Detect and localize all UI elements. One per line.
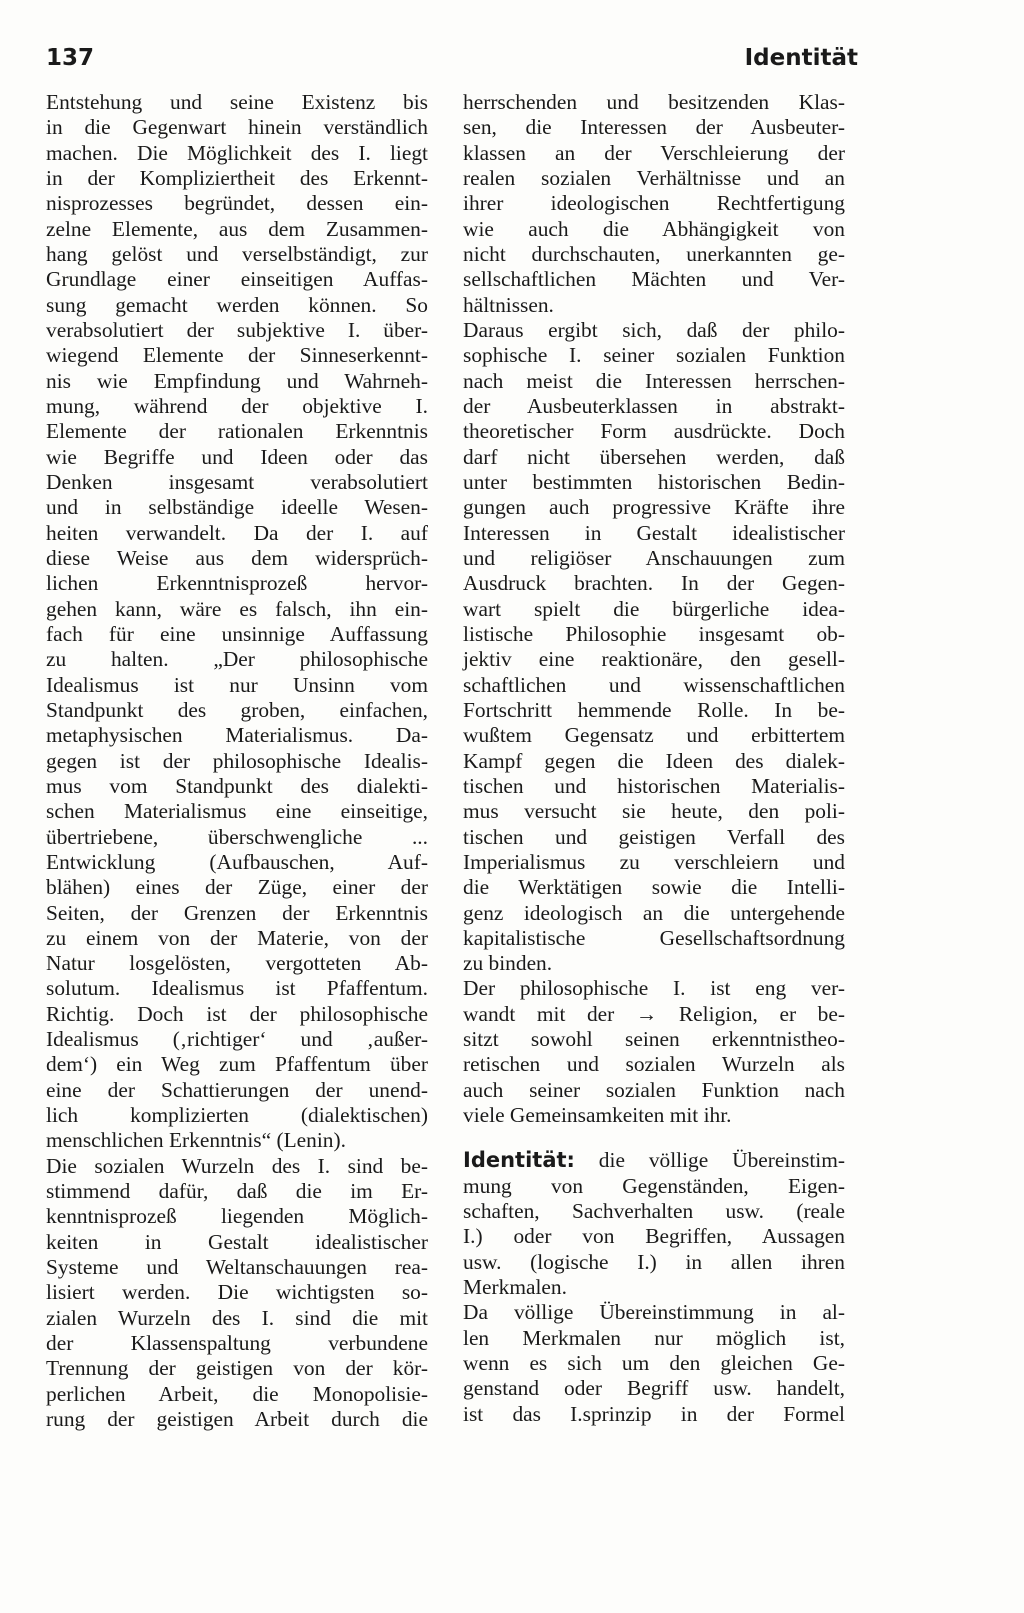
text-line	[46, 976, 428, 1001]
text-line	[463, 749, 845, 774]
text-line	[46, 115, 428, 140]
line-text: zialen Wurzeln des I. sind die mit	[46, 1305, 428, 1330]
line-text: und religiöser Anschauungen zum	[463, 545, 845, 570]
text-line	[46, 267, 428, 292]
line-text: zu binden.	[463, 951, 553, 976]
line-text: Die sozialen Wurzeln des I. sind be-	[46, 1153, 428, 1178]
text-line	[46, 1356, 428, 1381]
text-line	[46, 875, 428, 900]
line-text: lich komplizierten (dialektischen)	[46, 1103, 428, 1128]
line-text: Idealismus ist nur Unsinn vom	[46, 672, 428, 697]
line-text: eine der Schattierungen der unend-	[46, 1077, 428, 1102]
text-line	[463, 242, 845, 267]
text-line	[463, 1376, 845, 1401]
text-line	[463, 445, 845, 470]
running-title: Identität	[744, 45, 858, 71]
line-text: unter bestimmten historischen Bedin-	[463, 469, 845, 494]
text-line	[46, 1078, 428, 1103]
text-line	[463, 343, 845, 368]
text-line	[463, 850, 845, 875]
text-line	[46, 1179, 428, 1204]
line-text: Denken insgesamt verabsolutiert	[46, 469, 428, 494]
text-line	[46, 521, 428, 546]
line-text: lisiert werden. Die wichtigsten so-	[46, 1280, 428, 1305]
line-text: sung gemacht werden können. So	[46, 292, 428, 317]
line-text: sophische I. seiner sozialen Funktion	[463, 343, 845, 368]
text-line	[46, 850, 428, 875]
page-number: 137	[46, 45, 95, 71]
line-text: gehen kann, wäre es falsch, ihn ein-	[46, 596, 428, 621]
text-line	[46, 217, 428, 242]
line-text: I.) oder von Begriffen, Aussagen	[463, 1224, 845, 1249]
text-line	[463, 673, 845, 698]
left-text-column	[46, 90, 428, 1432]
line-text: Entstehung und seine Existenz bis	[46, 90, 428, 114]
line-text: zu einem von der Materie, von der	[46, 925, 428, 950]
text-line	[46, 901, 428, 926]
text-line	[46, 1306, 428, 1331]
line-text: der Ausbeuterklassen in abstrakt-	[463, 393, 845, 418]
text-line	[463, 825, 845, 850]
text-line	[463, 1351, 845, 1376]
line-text: metaphysischen Materialismus. Da-	[46, 723, 428, 748]
line-text: usw. (logische I.) in allen ihren	[463, 1249, 845, 1274]
line-text: mung von Gegenständen, Eigen-	[463, 1173, 845, 1198]
line-text: machen. Die Möglichkeit des I. liegt	[46, 140, 428, 165]
text-line	[46, 369, 428, 394]
text-line	[46, 419, 428, 444]
line-text: Der philosophische I. ist eng ver-	[463, 976, 845, 1001]
text-line	[46, 673, 428, 698]
text-line	[46, 1407, 428, 1432]
line-text: wandt mit der → Religion, er be-	[463, 1001, 845, 1026]
line-text: Entwicklung (Aufbauschen, Auf-	[46, 849, 428, 874]
text-line	[46, 1027, 428, 1052]
line-text: genz ideologisch an die untergehende	[463, 900, 845, 925]
line-text: wie auch die Abhängigkeit von	[463, 216, 845, 241]
line-text: herrschenden und besitzenden Klas-	[463, 90, 845, 114]
text-line	[463, 394, 845, 419]
text-line	[463, 597, 845, 622]
line-text: verabsolutiert der subjektive I. über-	[46, 317, 428, 342]
text-line	[463, 1250, 845, 1275]
line-text: Fortschritt hemmende Rolle. In be-	[463, 697, 845, 722]
line-text: in der Kompliziertheit des Erkennt-	[46, 165, 428, 190]
line-text: der Klassenspaltung verbundene	[46, 1331, 428, 1356]
line-text: die völlige Übereinstim-	[574, 1148, 845, 1173]
text-line	[463, 470, 845, 495]
text-line	[46, 647, 428, 672]
line-text: mus versucht sie heute, den poli-	[463, 799, 845, 824]
text-line	[463, 774, 845, 799]
line-text: hältnissen.	[463, 292, 554, 317]
line-text: Idealismus (‚richtiger‘ und ‚außer-	[46, 1027, 428, 1052]
line-text: Grundlage einer einseitigen Auffas-	[46, 267, 428, 292]
line-text: wie Begriffe und Ideen oder das	[46, 444, 428, 469]
line-text: übertriebene, überschwengliche ...	[46, 824, 428, 849]
text-line	[46, 191, 428, 216]
text-line	[46, 926, 428, 951]
line-text: schen Materialismus eine einseitige,	[46, 799, 428, 824]
line-text: genstand oder Begriff usw. handelt,	[463, 1376, 845, 1401]
text-line	[463, 1300, 845, 1325]
text-line	[463, 115, 845, 140]
text-line	[46, 546, 428, 571]
text-line	[463, 546, 845, 571]
line-text: Merkmalen.	[463, 1275, 567, 1300]
line-text: zelne Elemente, aus dem Zusammen-	[46, 216, 428, 241]
line-text: sitzt sowohl seinen erkenntnistheo-	[463, 1027, 845, 1052]
line-text: realen sozialen Verhältnisse und an	[463, 165, 845, 190]
text-line	[463, 698, 845, 723]
text-line	[46, 1154, 428, 1179]
line-text: listische Philosophie insgesamt ob-	[463, 621, 845, 646]
text-line	[46, 825, 428, 850]
text-line	[46, 723, 428, 748]
text-line	[463, 926, 845, 951]
text-line	[463, 495, 845, 520]
line-text: solutum. Idealismus ist Pfaffentum.	[46, 976, 428, 1001]
line-text: menschlichen Erkenntnis“ (Lenin).	[46, 1128, 346, 1153]
line-text: Interessen in Gestalt idealistischer	[463, 520, 845, 545]
line-text: Natur losgelösten, vergotteten Ab-	[46, 951, 428, 976]
line-text: nis wie Empfindung und Wahrneh-	[46, 368, 428, 393]
line-text: wiegend Elemente der Sinneserkennt-	[46, 343, 428, 368]
line-text: nicht durchschauten, unerkannten ge-	[463, 241, 845, 266]
line-text: Daraus ergibt sich, daß der philo-	[463, 317, 845, 342]
text-line	[46, 622, 428, 647]
text-line	[463, 799, 845, 824]
text-line	[463, 976, 845, 1001]
text-line	[46, 749, 428, 774]
text-line	[463, 1199, 845, 1224]
line-text: Richtig. Doch ist der philosophische	[46, 1001, 428, 1026]
text-line	[463, 723, 845, 748]
line-text: theoretischer Form ausdrückte. Doch	[463, 419, 845, 444]
text-line	[46, 242, 428, 267]
right-text-column	[463, 90, 845, 1427]
line-text: die Werktätigen sowie die Intelli-	[463, 875, 845, 900]
line-text: dem‘) ein Weg zum Pfaffentum über	[46, 1052, 428, 1077]
line-text: schaften, Sachverhalten usw. (reale	[463, 1199, 845, 1224]
text-line	[463, 369, 845, 394]
text-line	[46, 1280, 428, 1305]
line-text: kenntnisprozeß liegenden Möglich-	[46, 1204, 428, 1229]
text-line	[46, 470, 428, 495]
line-text: klassen an der Verschleierung der	[463, 140, 845, 165]
line-text: blähen) eines der Züge, einer der	[46, 875, 428, 900]
text-line	[463, 318, 845, 343]
text-line	[463, 901, 845, 926]
text-line	[463, 1174, 845, 1199]
line-text: gegen ist der philosophische Idealis-	[46, 748, 428, 773]
text-line	[463, 1002, 845, 1027]
text-line	[463, 1027, 845, 1052]
line-text: wart spielt die bürgerliche idea-	[463, 596, 845, 621]
line-text: ist das I.sprinzip in der Formel	[463, 1401, 845, 1426]
text-line	[463, 141, 845, 166]
line-text: nisprozesses begründet, dessen ein-	[46, 191, 428, 216]
line-text: heiten verwandelt. Da der I. auf	[46, 520, 428, 545]
line-text: und in selbständige ideelle Wesen-	[46, 495, 428, 520]
line-text: Da völlige Übereinstimmung in al-	[463, 1300, 845, 1325]
text-line	[463, 622, 845, 647]
text-line	[46, 1002, 428, 1027]
text-line	[463, 1078, 845, 1103]
text-line	[46, 1230, 428, 1255]
line-text: Standpunkt des groben, einfachen,	[46, 697, 428, 722]
line-text: kapitalistische Gesellschaftsordnung	[463, 925, 845, 950]
text-line	[46, 597, 428, 622]
line-text: jektiv eine reaktionäre, den gesell-	[463, 647, 845, 672]
line-text: mus vom Standpunkt des dialekti-	[46, 773, 428, 798]
line-text: mung, während der objektive I.	[46, 393, 428, 418]
line-text: fach für eine unsinnige Auffassung	[46, 621, 428, 646]
text-line	[463, 647, 845, 672]
line-text: wenn es sich um den gleichen Ge-	[463, 1351, 845, 1376]
line-text: tischen und geistigen Verfall des	[463, 824, 845, 849]
line-text: keiten in Gestalt idealistischer	[46, 1229, 428, 1254]
line-text: retischen und sozialen Wurzeln als	[463, 1052, 845, 1077]
line-text: nach meist die Interessen herrschen-	[463, 368, 845, 393]
text-line	[463, 875, 845, 900]
text-line	[463, 191, 845, 216]
text-line	[46, 495, 428, 520]
line-text: Systeme und Weltanschauungen rea-	[46, 1255, 428, 1280]
text-line	[46, 1103, 428, 1128]
text-line	[46, 318, 428, 343]
line-text: sellschaftlichen Mächten und Ver-	[463, 267, 845, 292]
entry-headword: Identität:	[463, 1148, 575, 1173]
line-text: darf nicht übersehen werden, daß	[463, 444, 845, 469]
text-line	[46, 1128, 428, 1153]
text-line	[463, 293, 845, 318]
text-line	[463, 166, 845, 191]
text-line	[463, 1326, 845, 1351]
line-text: Imperialismus zu verschleiern und	[463, 849, 845, 874]
line-text: auch seiner sozialen Funktion nach	[463, 1077, 845, 1102]
line-text: Seiten, der Grenzen der Erkenntnis	[46, 900, 428, 925]
line-text: perlichen Arbeit, die Monopolisie-	[46, 1381, 428, 1406]
text-line	[46, 141, 428, 166]
text-line	[46, 799, 428, 824]
line-text: gungen auch progressive Kräfte ihre	[463, 495, 845, 520]
text-line	[463, 571, 845, 596]
text-line	[46, 293, 428, 318]
text-line	[463, 1052, 845, 1077]
text-line	[463, 1103, 845, 1128]
text-line	[463, 521, 845, 546]
text-line	[463, 1148, 845, 1173]
running-head	[46, 40, 858, 76]
text-line	[463, 951, 845, 976]
text-line	[46, 698, 428, 723]
line-text: in die Gegenwart hinein verständlich	[46, 115, 428, 140]
line-text: diese Weise aus dem widersprüch-	[46, 545, 428, 570]
line-text: hang gelöst und verselbständigt, zur	[46, 241, 428, 266]
line-text: zu halten. „Der philosophische	[46, 647, 428, 672]
text-line	[46, 343, 428, 368]
line-text: lichen Erkenntnisprozeß hervor-	[46, 571, 428, 596]
line-text: stimmend dafür, daß die im Er-	[46, 1179, 428, 1204]
text-line	[46, 394, 428, 419]
text-line	[46, 1382, 428, 1407]
line-text: rung der geistigen Arbeit durch die	[46, 1407, 428, 1432]
text-line	[463, 1402, 845, 1427]
line-text: Elemente der rationalen Erkenntnis	[46, 419, 428, 444]
text-line	[46, 166, 428, 191]
line-text: Kampf gegen die Ideen des dialek-	[463, 748, 845, 773]
text-line	[46, 90, 428, 115]
line-text: Ausdruck brachten. In der Gegen-	[463, 571, 845, 596]
text-line	[46, 951, 428, 976]
text-line	[463, 1224, 845, 1249]
text-line	[46, 571, 428, 596]
text-line	[463, 1275, 845, 1300]
text-line	[46, 774, 428, 799]
text-line	[463, 419, 845, 444]
line-text: Trennung der geistigen von der kör-	[46, 1356, 428, 1381]
line-text: ihrer ideologischen Rechtfertigung	[463, 191, 845, 216]
line-text: len Merkmalen nur möglich ist,	[463, 1325, 845, 1350]
line-text: wußtem Gegensatz und erbittertem	[463, 723, 845, 748]
line-text: viele Gemeinsamkeiten mit ihr.	[463, 1103, 732, 1128]
text-line	[46, 1052, 428, 1077]
text-line	[46, 1331, 428, 1356]
text-line	[46, 445, 428, 470]
text-line	[463, 90, 845, 115]
line-text: tischen und historischen Materialis-	[463, 773, 845, 798]
text-line	[463, 267, 845, 292]
line-text: sen, die Interessen der Ausbeuter-	[463, 115, 845, 140]
text-line	[46, 1255, 428, 1280]
line-text: schaftlichen und wissenschaftlichen	[463, 672, 845, 697]
text-line	[46, 1204, 428, 1229]
text-line	[463, 217, 845, 242]
